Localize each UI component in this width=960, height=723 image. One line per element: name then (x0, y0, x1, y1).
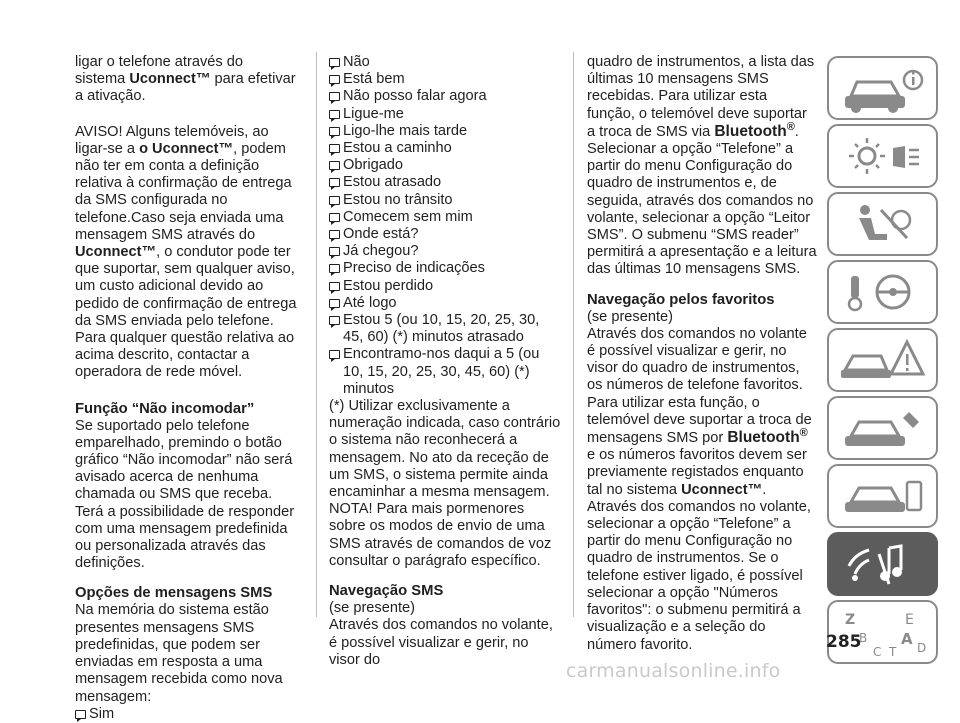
svg-text:Z: Z (845, 612, 856, 628)
message-text: Já chegou? (343, 243, 419, 260)
registered-mark: ® (799, 427, 808, 440)
paragraph-do-not-disturb: Se suportado pelo telefone emparelhado, premindo o botão gráfico “Não incomodar” não será avisado acerca de nenhuma chamada ou SMS que receba. Terá a possibilidade de responder com uma mensagem predefinida ou personalizada através das definições. (75, 417, 295, 572)
chapter-tab-starting[interactable] (827, 260, 938, 324)
list-item (329, 295, 563, 312)
subtitle-if-present: (se presente) (587, 308, 673, 325)
svg-text:B: B (859, 631, 868, 645)
chat-bubble-icon (329, 247, 340, 256)
message-text: Até logo (343, 294, 397, 311)
chat-bubble-icon (329, 196, 340, 205)
paragraph-sms-navigation: Através dos comandos no volante, é possível visualizar e gerir, no visor do (329, 617, 553, 668)
chapter-tab-car-info[interactable] (827, 56, 938, 120)
message-text: Não posso falar agora (343, 88, 487, 105)
text: quadro de instrumentos, a lista das últimas 10 mensagens SMS recebidas. Para utilizar esta função, o telemóvel deve suportar a troca de SMS via (587, 54, 815, 140)
paragraph-activation (75, 54, 297, 106)
message-text: Encontramo-nos daqui a 5 (ou 10, 15, 20, 25, 30, 45, 60) (*) minutos (343, 346, 540, 397)
svg-text:D: D (917, 641, 927, 655)
seat-airbag-icon (829, 194, 936, 254)
list-item (329, 174, 563, 191)
svg-text:C: C (873, 645, 882, 659)
paragraph-nota: NOTA! Para mais pormenores sobre os modos de envio de uma SMS através de comandos de voz consultar o parágrafo específico. (329, 501, 552, 569)
message-text: Está bem (343, 71, 405, 88)
chat-bubble-icon (329, 110, 340, 119)
message-text: Obrigado (343, 157, 404, 174)
message-text: Estou 5 (ou 10, 15, 20, 25, 30, 45, 60) (*) minutos atrasado (343, 312, 540, 346)
heading-sms-navigation: Navegação SMS (329, 583, 444, 600)
message-text: Ligue-me (343, 105, 404, 122)
column-divider (316, 52, 317, 617)
chat-bubble-icon (329, 299, 340, 308)
brand-uconnect: Uconnect™ (75, 244, 157, 261)
text: . (794, 123, 799, 140)
subtitle-if-present: (se presente) (329, 600, 415, 617)
brand-bluetooth: Bluetooth (714, 122, 787, 140)
chat-bubble-icon (329, 316, 340, 325)
list-item (329, 226, 563, 243)
chapter-tab-technical-data[interactable] (827, 464, 938, 528)
paragraph-note: (*) Utilizar exclusivamente a numeração indicada, caso contrário o sistema não reconhecerá a mensagem. No ato da receção de um SMS, o sistema permite ainda encaminhar a mesma mensagem. (329, 398, 561, 501)
chat-bubble-icon (329, 144, 340, 153)
list-item (329, 140, 563, 157)
chat-bubble-icon (329, 213, 340, 222)
chat-bubble-icon (329, 92, 340, 101)
paragraph-select-phone: Selecionar a opção “Telefone” a partir do menu Configuração do quadro de instrumentos e, de seguida, através dos comandos no volante, selecionar a opção “Leitor SMS”. O submenu “SMS reader” permitirá a apresentação e a leitura das últimas 10 mensagens SMS. (587, 141, 817, 278)
brand-uconnect: o Uconnect™ (139, 140, 234, 157)
text: ligar o telefone através do sistema (75, 54, 243, 88)
brand-bluetooth: Bluetooth (727, 429, 800, 447)
column-2 (329, 54, 563, 669)
message-text: Estou a caminho (343, 140, 452, 157)
message-text: Estou atrasado (343, 174, 442, 191)
list-item (329, 71, 563, 88)
car-specs-icon (829, 466, 936, 526)
dashboard-lights-icon (829, 126, 936, 186)
paragraph-sms-list (587, 54, 817, 141)
list-item (329, 157, 563, 174)
message-text: Não (343, 54, 370, 70)
column-3 (587, 54, 817, 654)
text: e os números favoritos devem ser previamente registados enquanto tal no sistema (587, 447, 807, 498)
heading-favorites-navigation: Navegação pelos favoritos (587, 291, 775, 308)
paragraph-favorites-select: Através dos comandos no volante, selecionar a opção “Telefone” a partir do menu Configuração no quadro de instrumentos. Se o telefone estiver ligado, é possível selecionar a opção "Números favoritos": o submenu permitirá a visualização e a seleção do número favorito. (587, 498, 811, 653)
chat-bubble-icon (329, 350, 340, 359)
sms-message-list (329, 54, 563, 398)
message-text: Preciso de indicações (343, 260, 485, 277)
message-text: Estou perdido (343, 277, 434, 294)
chat-bubble-icon (329, 127, 340, 136)
chat-bubble-icon (329, 282, 340, 291)
column-divider (573, 52, 574, 617)
text: . (762, 481, 767, 498)
car-service-icon (829, 398, 936, 458)
column-1 (75, 54, 297, 723)
car-warning-icon (829, 330, 936, 390)
message-text: Comecem sem mim (343, 208, 473, 225)
chat-bubble-icon (329, 58, 340, 67)
text: para efetivar a ativação. (75, 71, 296, 105)
list-item (329, 88, 563, 105)
chat-bubble-icon (329, 75, 340, 84)
paragraph-favorites (587, 326, 817, 499)
list-item (329, 312, 563, 346)
brand-uconnect: Uconnect™ (129, 71, 211, 88)
message-text: Sim (89, 705, 115, 722)
chat-bubble-icon (329, 178, 340, 187)
message-text: Onde está? (343, 226, 419, 243)
message-text: Estou no trânsito (343, 191, 453, 208)
chapter-tab-multimedia[interactable] (827, 532, 938, 596)
chapter-tab-safety[interactable] (827, 192, 938, 256)
list-item (329, 346, 563, 398)
text: AVISO! Alguns telemóveis, ao ligar-se a (75, 123, 269, 157)
car-info-icon (829, 58, 936, 118)
text: , podem não ter em conta a definição relativa à confirmação de entrega da SMS configurada no telefone.Caso seja enviada uma mensagem SMS através do (75, 140, 292, 243)
heading-sms-options: Opções de mensagens SMS (75, 585, 273, 602)
message-text: Ligo-lhe mais tarde (343, 122, 468, 139)
list-item (75, 706, 297, 723)
registered-mark: ® (786, 120, 795, 133)
brand-uconnect: Uconnect™ (681, 481, 763, 498)
chapter-tab-service[interactable] (827, 396, 938, 460)
paragraph-warning (75, 124, 297, 382)
list-item (329, 54, 563, 71)
paragraph-sms-options: Na memória do sistema estão presentes mensagens SMS predefinidas, que podem ser enviadas em resposta a uma mensagem recebida como nova mensagem: (75, 602, 283, 705)
list-item (329, 106, 563, 123)
chat-bubble-icon (329, 230, 340, 239)
svg-text:E: E (905, 612, 914, 628)
list-item (329, 192, 563, 209)
list-item (329, 260, 563, 277)
chat-bubble-icon (329, 161, 340, 170)
heading-do-not-disturb: Função “Não incomodar” (75, 400, 255, 417)
multimedia-icon (829, 534, 936, 594)
page-number: 285 (826, 632, 862, 652)
svg-text:T: T (889, 645, 897, 659)
watermark: carmanualsonline.info (566, 660, 781, 682)
text: , o condutor pode ter que suportar, sem qualquer aviso, um custo adicional devido ao pedido de confirmação de entrega da SMS enviada pelo telefone. Para qualquer questão relativa ao acima descrito, contactar a operadora de rede móvel. (75, 244, 297, 381)
svg-text:A: A (901, 630, 913, 648)
text: Através dos comandos no volante é possível visualizar e gerir, no visor do quadro de instrumentos, os números de telefone favoritos. Para utilizar esta função, o telemóvel deve suportar a troca de mensagens SMS por (587, 325, 812, 447)
key-steering-wheel-icon (829, 262, 936, 322)
list-item (329, 278, 563, 295)
list-item (329, 123, 563, 140)
chapter-tab-emergency[interactable] (827, 328, 938, 392)
chapter-tab-dashboard-lights[interactable] (827, 124, 938, 188)
chat-bubble-icon (329, 264, 340, 273)
list-item (329, 243, 563, 260)
chat-bubble-icon (75, 710, 86, 719)
list-item (329, 209, 563, 226)
